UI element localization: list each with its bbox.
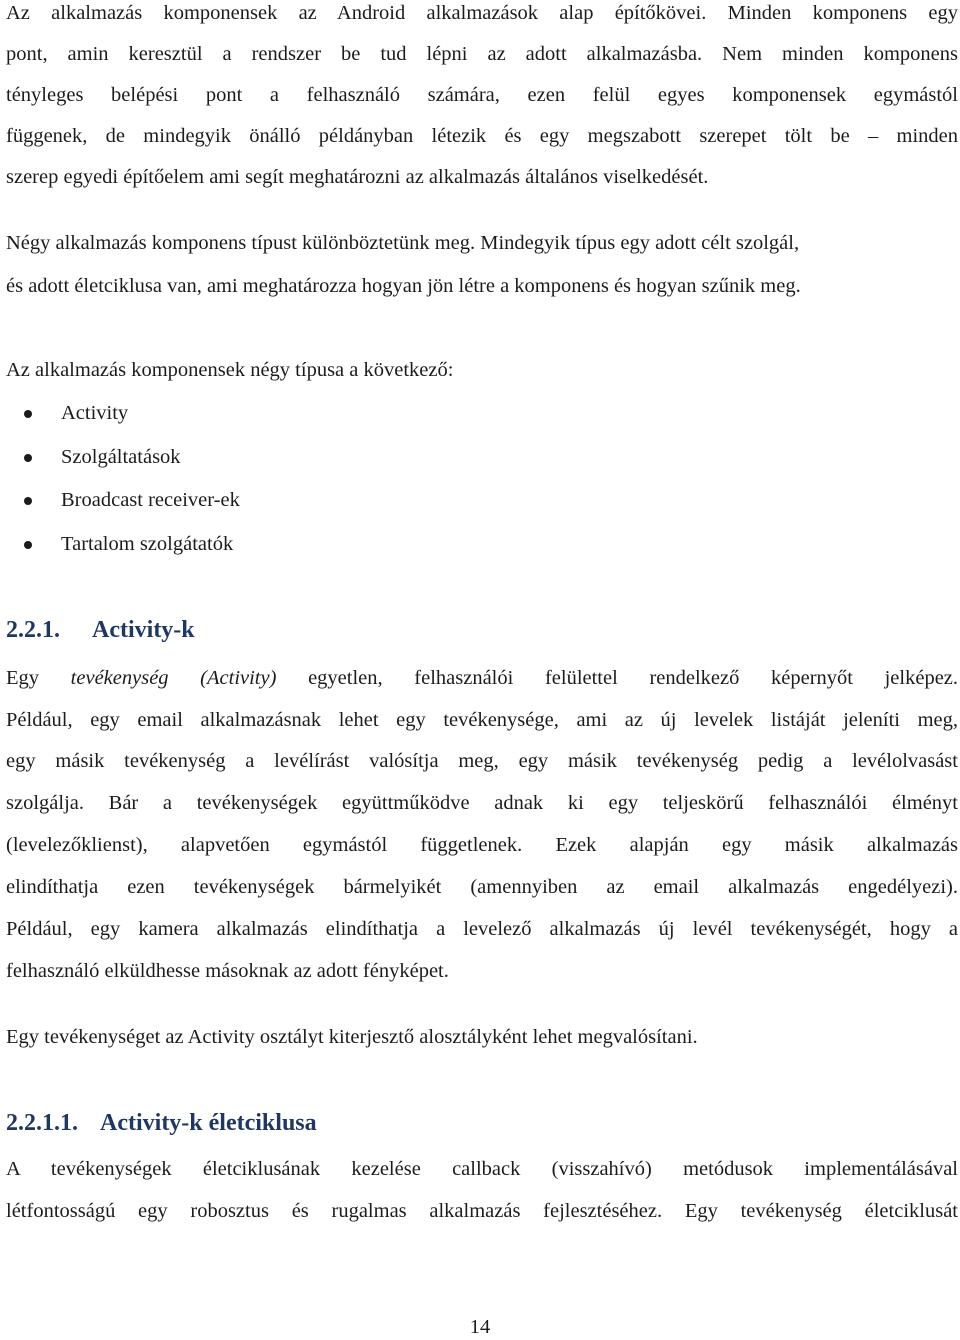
- list-item-label: Broadcast receiver-ek: [61, 489, 240, 511]
- paragraph-5-line-1: A tevékenységek életciklusának kezelése callback (visszahívó) metódusok implementálásával: [6, 1158, 958, 1180]
- bullet-icon: [24, 497, 32, 505]
- list-item-label: Activity: [61, 402, 129, 424]
- section-heading-activity-lifecycle: [6, 1108, 317, 1138]
- paragraph-4: Egy tevékenységet az Activity osztályt kiterjesztő alosztályként lehet megvalósítani.: [6, 1026, 698, 1048]
- paragraph-3-line-4: szolgálja. Bár a tevékenységek együttműködve adnak ki egy teljeskörű felhasználói élményt: [6, 792, 958, 814]
- paragraph-2-line-1: Négy alkalmazás komponens típust különböztetünk meg. Mindegyik típus egy adott célt szolgál,: [6, 232, 800, 254]
- list-item-label: Tartalom szolgátatók: [61, 533, 234, 555]
- paragraph-1-line-4: függenek, de mindegyik önálló példányban létezik és egy megszabott szerepet tölt be – minden: [6, 125, 958, 147]
- paragraph-1-line-1: Az alkalmazás komponensek az Android alkalmazások alap építőkövei. Minden komponens egy: [6, 2, 958, 24]
- list-intro: Az alkalmazás komponensek négy típusa a következő:: [6, 359, 454, 381]
- paragraph-3-line-7: Például, egy kamera alkalmazás elindíthatja a levelező alkalmazás új levél tevékenységét, hogy a: [6, 918, 958, 940]
- paragraph-5-line-2: létfontosságú egy robosztus és rugalmas alkalmazás fejlesztéséhez. Egy tevékenység életciklusát: [6, 1200, 958, 1222]
- paragraph-3-line-2: Például, egy email alkalmazásnak lehet egy tevékenysége, ami az új levelek listáját jeleníti meg,: [6, 709, 958, 731]
- paragraph-3-line-5: (levelezőklienst), alapvetően egymástól függetlenek. Ezek alapján egy másik alkalmazás: [6, 834, 958, 856]
- section-title: Activity-k életciklusa: [100, 1110, 317, 1136]
- paragraph-3-line-8: felhasználó elküldhesse másoknak az adott fényképet.: [6, 960, 449, 982]
- section-number: 2.2.1.: [6, 617, 60, 643]
- paragraph-3-line-3: egy másik tevékenység a levélírást valósítja meg, egy másik tevékenység pedig a levélolvasást: [6, 750, 958, 772]
- page-number: 14: [469, 1316, 491, 1338]
- paragraph-1-line-2: pont, amin keresztül a rendszer be tud lépni az adott alkalmazásba. Nem minden komponens: [6, 43, 958, 65]
- paragraph-1-line-3: tényleges belépési pont a felhasználó számára, ezen felül egyes komponensek egymástól: [6, 84, 958, 106]
- bullet-icon: [24, 410, 32, 418]
- paragraph-3-line-6: elindíthatja ezen tevékenységek bármelyikét (amennyiben az email alkalmazás engedélyezi).: [6, 876, 958, 898]
- paragraph-2-line-2: és adott életciklusa van, ami meghatározza hogyan jön létre a komponens és hogyan szűnik meg.: [6, 275, 801, 297]
- emphasis-term: tevékenység (Activity): [70, 667, 277, 689]
- bullet-icon: [24, 454, 32, 462]
- bullet-icon: [24, 541, 32, 549]
- section-number: 2.2.1.1.: [6, 1110, 78, 1136]
- paragraph-3-text: Egy: [6, 667, 40, 689]
- section-heading-activities: [6, 615, 195, 645]
- list-item-label: Szolgáltatások: [61, 446, 181, 468]
- paragraph-3-text: egyetlen, felhasználói felülettel rendelkező képernyőt jelképez.: [308, 667, 959, 689]
- paragraph-3-line-1: [6, 665, 958, 691]
- section-title: Activity-k: [92, 617, 195, 643]
- paragraph-1-line-5: szerep egyedi építőelem ami segít meghatározni az alkalmazás általános viselkedését.: [6, 166, 709, 188]
